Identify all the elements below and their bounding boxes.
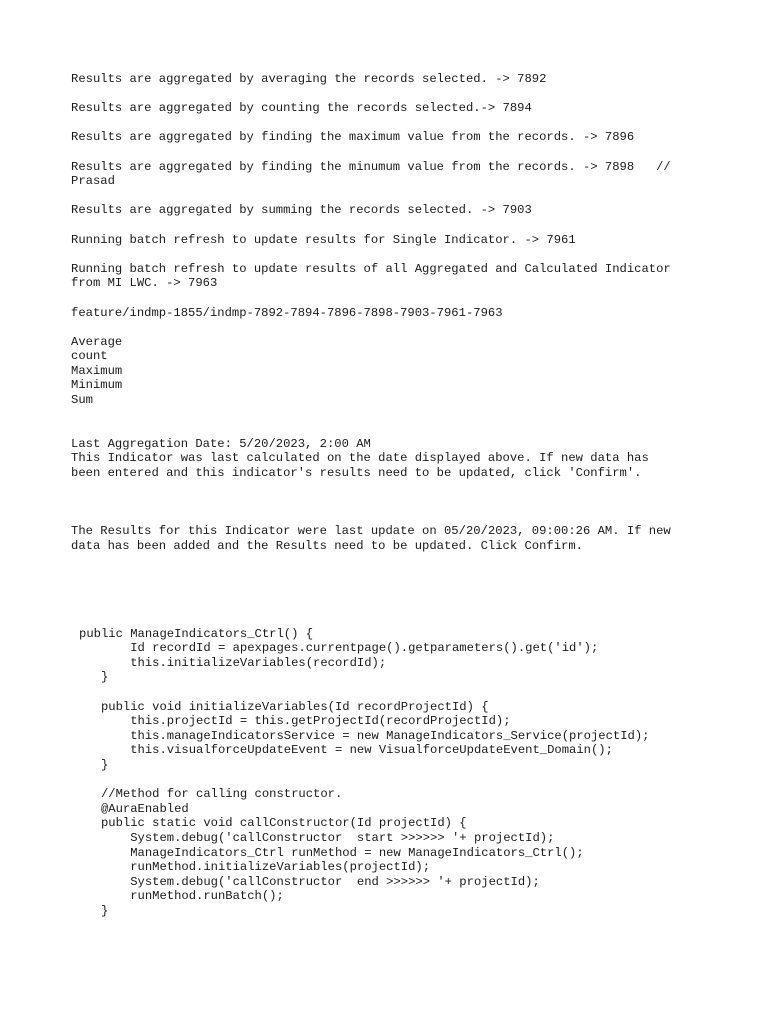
results-update-message: The Results for this Indicator were last update on 05/20/2023, 09:00:26 AM. If new: [71, 524, 671, 539]
code-annotation: @AuraEnabled: [79, 801, 189, 816]
note-average: Results are aggregated by averaging the records selected. -> 7892: [71, 72, 547, 86]
code-line: }: [79, 757, 109, 772]
code-line: System.debug('callConstructor start >>>>>> '+ projectId);: [79, 830, 555, 845]
note-minimum: Results are aggregated by finding the minumum value from the records. -> 7898 //: [71, 159, 671, 174]
aggregation-type-item: Sum: [71, 393, 93, 408]
code-line: Id recordId = apexpages.currentpage().getparameters().get('id');: [79, 641, 599, 656]
aggregation-type-item: count: [71, 349, 108, 364]
note-single-indicator-refresh: Running batch refresh to update results for Single Indicator. -> 7961: [71, 232, 576, 247]
code-line: System.debug('callConstructor end >>>>>> '+ projectId);: [79, 874, 540, 889]
code-line: this.initializeVariables(recordId);: [79, 655, 387, 670]
note-minimum-author: Prasad: [71, 174, 115, 189]
code-line: this.visualforceUpdateEvent = new VisualforceUpdateEvent_Domain();: [79, 743, 613, 758]
code-line: [79, 773, 711, 788]
code-line: }: [79, 670, 109, 685]
code-line: this.manageIndicatorsService = new ManageIndicators_Service(projectId);: [79, 728, 650, 743]
code-line: runMethod.runBatch();: [79, 889, 284, 904]
aggregation-type-item: Maximum: [71, 363, 123, 378]
note-count: Results are aggregated by counting the records selected.-> 7894: [71, 101, 532, 116]
code-line: this.projectId = this.getProjectId(recordProjectId);: [79, 714, 511, 729]
branch-name: feature/indmp-1855/indmp-7892-7894-7896-7898-7903-7961-7963: [71, 305, 503, 320]
results-update-message-cont: data has been added and the Results need to be updated. Click Confirm.: [71, 539, 583, 554]
aggregation-type-item: Minimum: [71, 378, 123, 393]
code-line: runMethod.initializeVariables(projectId);: [79, 860, 431, 875]
note-maximum: Results are aggregated by finding the maximum value from the records. -> 7896: [71, 130, 635, 145]
note-all-indicators-refresh: Running batch refresh to update results of all Aggregated and Calculated Indicator: [71, 261, 671, 276]
last-aggregation-message: This Indicator was last calculated on the date displayed above. If new data has: [71, 451, 649, 466]
code-line: public void initializeVariables(Id recordProjectId) {: [79, 699, 489, 714]
code-line: public ManageIndicators_Ctrl() {: [79, 626, 314, 641]
last-aggregation-block: [71, 437, 711, 481]
last-aggregation-message-cont: been entered and this indicator's results need to be updated, click 'Confirm'.: [71, 466, 642, 481]
aggregation-type-item: Average: [71, 334, 123, 349]
code-comment: //Method for calling constructor.: [79, 787, 343, 802]
aggregation-type-list: [71, 335, 711, 408]
note-all-indicators-refresh-cont: from MI LWC. -> 7963: [71, 276, 218, 291]
code-line: }: [79, 903, 109, 918]
apex-code-block: [79, 627, 711, 919]
code-line: ManageIndicators_Ctrl runMethod = new ManageIndicators_Ctrl();: [79, 845, 584, 860]
results-update-block: [71, 524, 711, 553]
note-sum: Results are aggregated by summing the records selected. -> 7903: [71, 203, 532, 218]
last-aggregation-date: Last Aggregation Date: 5/20/2023, 2:00 AM: [71, 436, 371, 451]
code-line: [79, 685, 711, 700]
document-page: [71, 72, 711, 918]
code-line: public static void callConstructor(Id projectId) {: [79, 816, 467, 831]
